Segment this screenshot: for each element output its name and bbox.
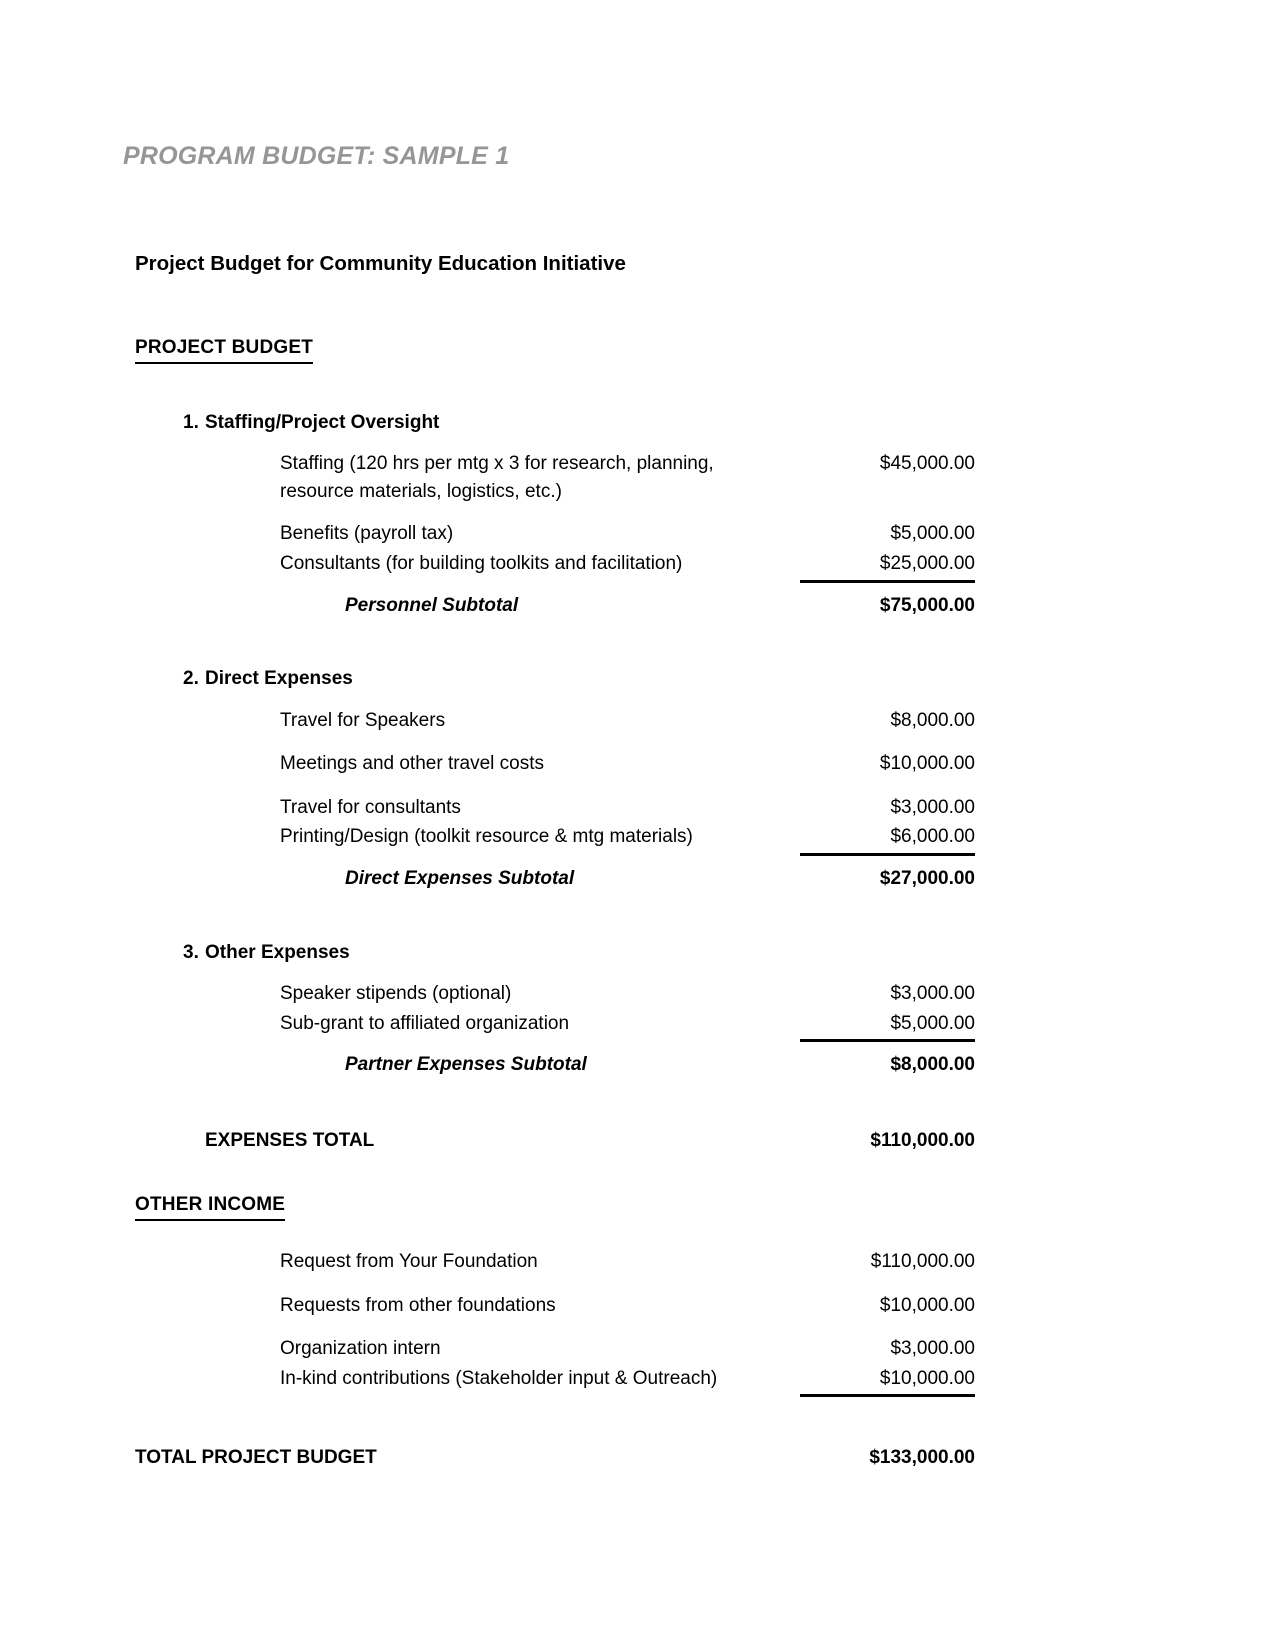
- income-line-item: [135, 1334, 975, 1364]
- group-subtotal-row: [135, 864, 975, 894]
- line-item-amount: $45,000.00: [879, 453, 975, 475]
- section-heading-project-budget: [135, 336, 975, 364]
- document-subtitle: Project Budget for Community Education Initiative: [135, 252, 626, 275]
- page-title: PROGRAM BUDGET: SAMPLE 1: [123, 142, 510, 170]
- budget-line-item: [135, 749, 975, 779]
- budget-body: [135, 336, 975, 1473]
- subtotal-label: Partner Expenses Subtotal: [345, 1054, 587, 1076]
- budget-line-item: [135, 706, 975, 736]
- group-name: Other Expenses: [205, 941, 350, 963]
- line-item-label: Travel for Speakers: [280, 709, 446, 731]
- grand-total-row: [135, 1443, 975, 1473]
- subtotal-amount: $75,000.00: [879, 594, 975, 616]
- income-line-item: [135, 1364, 975, 1398]
- section-heading-label: PROJECT BUDGET: [135, 336, 313, 364]
- subtotal-label: Direct Expenses Subtotal: [345, 867, 575, 889]
- line-item-label: Meetings and other travel costs: [280, 753, 545, 775]
- line-item-label: Benefits (payroll tax): [280, 523, 454, 545]
- grand-total-label: TOTAL PROJECT BUDGET: [135, 1447, 377, 1469]
- group-title: [183, 940, 975, 966]
- line-item-label: Travel for consultants: [280, 796, 461, 818]
- line-item-amount: $10,000.00: [879, 1294, 975, 1316]
- line-item-amount: $3,000.00: [890, 796, 975, 818]
- income-line-item: [135, 1247, 975, 1277]
- section-heading-label: OTHER INCOME: [135, 1193, 285, 1221]
- budget-line-item: [135, 449, 975, 505]
- group-number: 3.: [183, 941, 199, 963]
- budget-line-item: [135, 979, 975, 1009]
- subtotal-amount: $27,000.00: [879, 867, 975, 889]
- group-number: 1.: [183, 411, 199, 433]
- budget-line-item: [135, 519, 975, 549]
- line-item-amount: $5,000.00: [800, 1010, 975, 1043]
- group-subtotal-row: [135, 1050, 975, 1080]
- group-name: Direct Expenses: [205, 668, 353, 690]
- line-item-label: Request from Your Foundation: [280, 1251, 538, 1273]
- line-item-amount: $5,000.00: [890, 523, 975, 545]
- section-heading-other-income: [135, 1193, 975, 1221]
- group-title: [183, 666, 975, 692]
- line-item-label: Organization intern: [280, 1338, 441, 1360]
- line-item-label: Printing/Design (toolkit resource & mtg materials): [280, 826, 693, 848]
- line-item-amount: $10,000.00: [800, 1365, 975, 1398]
- group-subtotal-row: [135, 591, 975, 621]
- expenses-total-label: EXPENSES TOTAL: [205, 1129, 375, 1151]
- grand-total-amount: $133,000.00: [869, 1447, 975, 1469]
- subtotal-label: Personnel Subtotal: [345, 594, 519, 616]
- line-item-label: In-kind contributions (Stakeholder input & Outreach): [280, 1367, 718, 1389]
- budget-line-item: [135, 549, 975, 583]
- income-line-item: [135, 1291, 975, 1321]
- group-name: Staffing/Project Oversight: [205, 411, 440, 433]
- line-item-amount: $25,000.00: [800, 550, 975, 583]
- expenses-total-amount: $110,000.00: [870, 1129, 975, 1151]
- line-item-label: Consultants (for building toolkits and facilitation): [280, 553, 683, 575]
- group-title: [183, 410, 975, 436]
- budget-group-other-expenses: [135, 940, 975, 1080]
- budget-line-item: [135, 1009, 975, 1043]
- subtotal-amount: $8,000.00: [890, 1054, 975, 1076]
- line-item-label: Sub-grant to affiliated organization: [280, 1012, 570, 1034]
- expenses-total-row: [135, 1126, 975, 1156]
- budget-group-staffing: [135, 410, 975, 620]
- budget-line-item: [135, 822, 975, 856]
- line-item-amount: $10,000.00: [879, 753, 975, 775]
- line-item-amount: $3,000.00: [890, 1338, 975, 1360]
- line-item-label: Speaker stipends (optional): [280, 983, 512, 1005]
- line-item-label: Requests from other foundations: [280, 1294, 556, 1316]
- line-item-amount: $8,000.00: [890, 709, 975, 731]
- budget-line-item: [135, 793, 975, 823]
- line-item-label: Staffing (120 hrs per mtg x 3 for research, planning, resource materials, logistics, etc.): [280, 453, 714, 502]
- line-item-amount: $6,000.00: [800, 823, 975, 856]
- line-item-amount: $3,000.00: [890, 983, 975, 1005]
- budget-group-direct-expenses: [135, 666, 975, 893]
- line-item-amount: $110,000.00: [870, 1251, 975, 1273]
- group-number: 2.: [183, 668, 199, 690]
